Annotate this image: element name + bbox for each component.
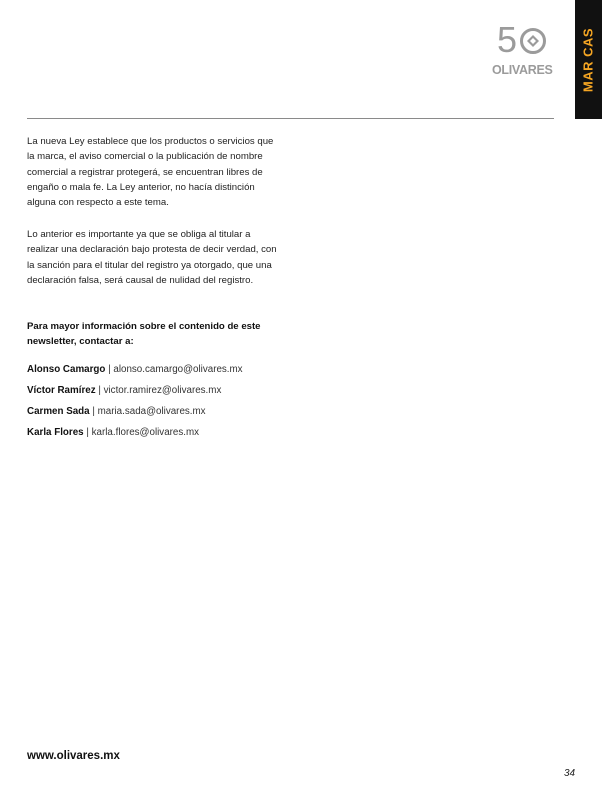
- header-divider: [27, 118, 554, 119]
- contact-name: Víctor Ramírez: [27, 385, 96, 396]
- body-paragraph-1: La nueva Ley establece que los productos o servicios que la marca, el aviso comercial o la publicación de nombre comercial a registrar protegerá, se encuentran libres de engaño o mala fe. La Ley anterior, no hacía distinción alguna con respecto a este tema.: [27, 136, 274, 209]
- contact-name: Carmen Sada: [27, 406, 90, 417]
- contact-email[interactable]: maria.sada@olivares.mx: [97, 406, 206, 417]
- contact-email[interactable]: karla.flores@olivares.mx: [91, 427, 200, 438]
- logo-wordmark: OLIVARES: [492, 63, 553, 77]
- olivares-logo: [489, 19, 559, 78]
- contact-intro: Para mayor información sobre el contenido de este newsletter, contactar a:: [27, 321, 261, 347]
- contact-email[interactable]: victor.ramirez@olivares.mx: [103, 385, 222, 396]
- logo-circle-emblem-icon: [518, 27, 550, 55]
- contact-item: [27, 363, 243, 384]
- website-link[interactable]: www.olivares.mx: [27, 750, 120, 762]
- body-paragraph-2: Lo anterior es importante ya que se obliga al titular a realizar una declaración bajo protesta de decir verdad, con la sanción para el titular del registro ya otorgado, que una declaración falsa, será causal de nulidad del registro.: [27, 229, 277, 286]
- contact-email[interactable]: alonso.camargo@olivares.mx: [113, 364, 243, 375]
- contact-item: [27, 384, 243, 405]
- contact-name: Alonso Camargo: [27, 364, 106, 375]
- section-tab-label: MAR CAS: [580, 27, 596, 93]
- contact-separator: |: [83, 427, 92, 438]
- contact-separator: |: [105, 364, 114, 375]
- contact-name: Karla Flores: [27, 427, 84, 438]
- contact-item: [27, 426, 243, 447]
- contact-item: [27, 405, 243, 426]
- contact-list: [27, 363, 243, 447]
- contact-separator: |: [95, 385, 104, 396]
- section-tab: [575, 0, 602, 119]
- page-number: 34: [564, 768, 576, 779]
- logo-number: 5: [497, 19, 516, 60]
- contact-separator: |: [89, 406, 98, 417]
